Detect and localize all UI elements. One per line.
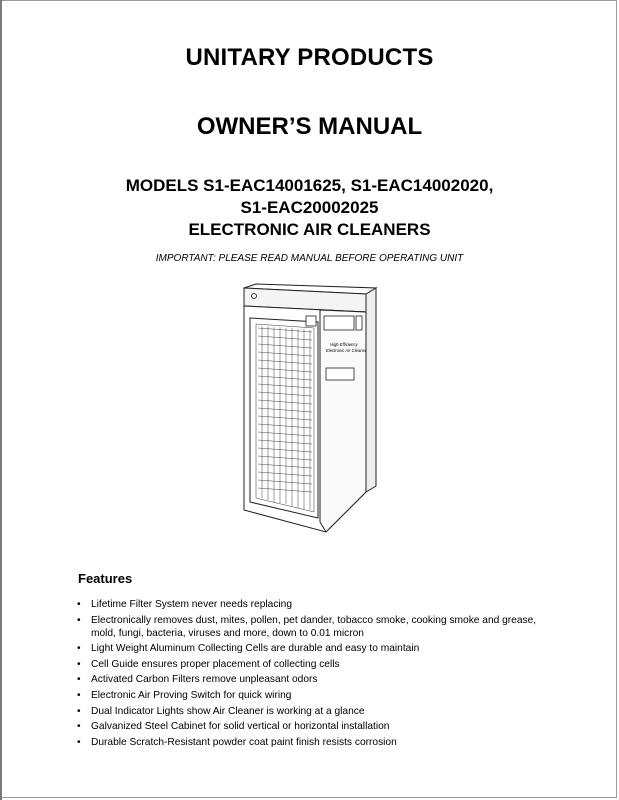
- bullet-icon: •: [77, 599, 81, 610]
- bullet-icon: •: [77, 674, 81, 686]
- bullet-icon: •: [77, 736, 81, 748]
- air-cleaner-illustration: [226, 282, 388, 540]
- document-subtitle: OWNER’S MANUAL: [196, 113, 423, 140]
- feature-item: • Light Weight Aluminum Collecting Cells are durable and easy to maintain: [77, 643, 420, 655]
- features-list: [75, 598, 555, 751]
- models-line-2: S1-EAC20002025: [240, 198, 379, 217]
- bullet-icon: •: [77, 689, 81, 701]
- bullet-icon: •: [77, 614, 81, 626]
- features-heading: Features: [78, 571, 133, 586]
- bullet-icon: •: [77, 658, 81, 670]
- feature-item: • Durable Scratch-Resistant powder coat paint finish resists corrosion: [77, 736, 397, 748]
- important-note: IMPORTANT: PLEASE READ MANUAL BEFORE OPERATING UNIT: [155, 253, 464, 264]
- feature-item: • Lifetime Filter System never needs replacing: [77, 599, 293, 610]
- feature-item: • Electronically removes dust, mites, pollen, pet dander, tobacco smoke, cooking smoke and grease, mold, fungi, bacteria, viruses and more, down to 0.01 micron: [77, 614, 537, 639]
- panel-label-line-1: High Efficiency: [330, 342, 358, 347]
- feature-item: • Dual Indicator Lights show Air Cleaner is working at a glance: [77, 705, 365, 717]
- bullet-icon: •: [77, 721, 81, 733]
- feature-item: • Cell Guide ensures proper placement of collecting cells: [77, 658, 340, 670]
- feature-item: • Activated Carbon Filters remove unpleasant odors: [77, 674, 318, 686]
- feature-item: • Galvanized Steel Cabinet for solid vertical or horizontal installation: [77, 721, 390, 733]
- document-title: UNITARY PRODUCTS: [185, 44, 434, 71]
- models-line-1: MODELS S1-EAC14001625, S1-EAC14002020,: [125, 176, 494, 195]
- bullet-icon: •: [77, 705, 81, 717]
- feature-item: • Electronic Air Proving Switch for quick wiring: [77, 689, 292, 701]
- models-line-3: ELECTRONIC AIR CLEANERS: [188, 220, 431, 239]
- panel-label-line-2: Electronic Air Cleaner: [326, 348, 367, 353]
- bullet-icon: •: [77, 643, 81, 655]
- models-heading: [0, 175, 619, 241]
